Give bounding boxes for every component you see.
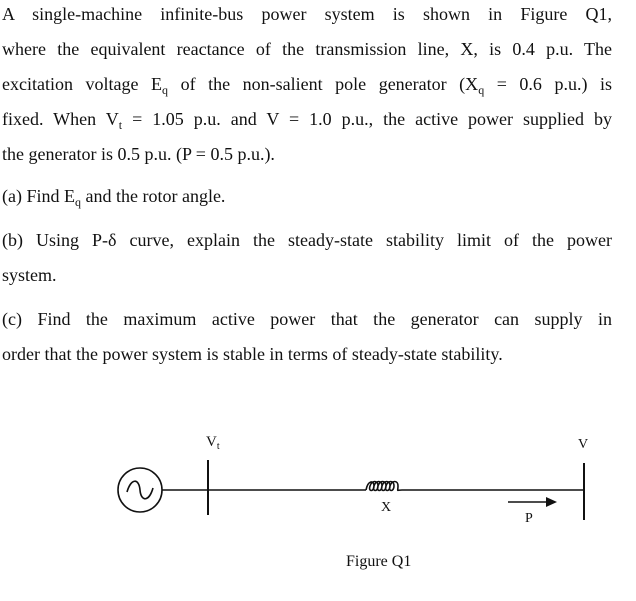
circuit-diagram <box>0 420 636 596</box>
part-c-line-2: order that the power system is stable in terms of steady-state stability. <box>2 344 503 364</box>
circuit-strokes <box>118 460 584 520</box>
question-part-b <box>2 223 612 293</box>
intro-line-4: fixed. When $V_t = 1.05$ p.u. and V = 1.0 p.u., the active power supplied by <box>2 109 612 132</box>
problem-intro <box>2 0 612 172</box>
intro-line-1: A single-machine infinite-bus power system is shown in Figure Q1, <box>2 4 612 24</box>
part-b-line-1: (b) Using P-δ curve, explain the steady-state stability limit of the power <box>2 230 612 250</box>
intro-line-3: excitation voltage $E_q$ of the non-salient pole generator ($X_q = 0.6$ p.u.) is <box>2 74 613 97</box>
part-c-line-1: (c) Find the maximum active power that the generator can supply in <box>2 309 612 329</box>
part-b-line-2: system. <box>2 265 57 285</box>
ac-wave-icon <box>127 481 153 499</box>
figure-caption: Figure Q1 <box>346 553 412 570</box>
intro-line-5: the generator is 0.5 p.u. (P = 0.5 p.u.). <box>2 144 275 164</box>
figure-q1 <box>0 420 636 596</box>
reactance-label: X <box>381 500 392 515</box>
part-a-line: (a) Find $E_q$ and the rotor angle. <box>2 186 226 209</box>
question-part-a <box>2 179 612 214</box>
power-label: P <box>525 511 533 526</box>
power-arrow-head <box>546 497 557 507</box>
intro-line-2: where the equivalent reactance of the transmission line, X, is 0.4 p.u. The <box>2 39 612 59</box>
reactance-coil <box>366 482 420 491</box>
bus-v-label: V <box>578 437 589 452</box>
question-part-c <box>2 302 612 372</box>
bus-vt-label: $V_t$ <box>206 434 220 452</box>
